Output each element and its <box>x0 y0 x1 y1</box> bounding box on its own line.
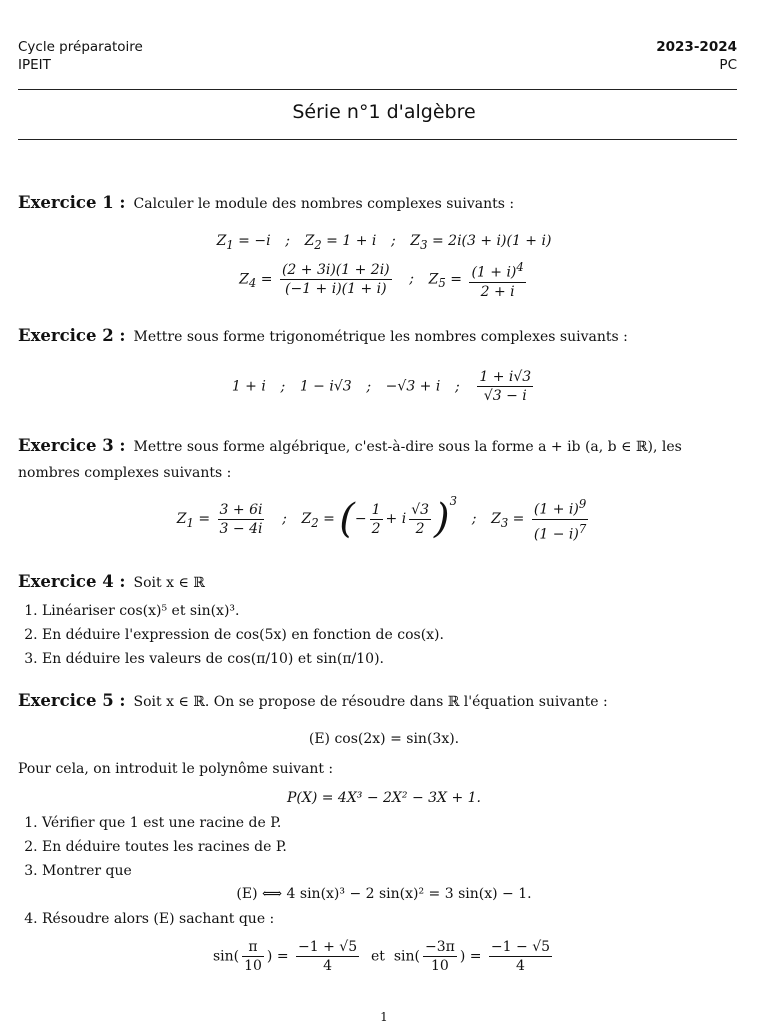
exercise-5-item: 1. Vérifier que 1 est une racine de P. <box>42 811 738 835</box>
exercise-1-formula-row1: $Z_1 = -i$ ; $Z_2 = 1 + i$ ; $Z_3 = 2i(3 + i)(1 + i)$ <box>216 233 552 252</box>
exercise-4-item: 2. En déduire l'expression de cos(5x) en fonction de cos(x). <box>42 623 738 647</box>
exercise-5-item: 4. Résoudre alors (E) sachant que : <box>42 907 738 931</box>
exercise-4-item: 3. En déduire les valeurs de cos(π/10) et sin(π/10). <box>42 647 738 671</box>
exercise-5-text: Soit x ∈ ℝ. On se propose de résoudre dans ℝ l'équation suivante : <box>133 694 608 710</box>
exercise-4-label: Exercice 4 : <box>18 572 126 591</box>
exercise-5-given-values: sin( $\frac{\pi}{10}$ ) = $\frac{-1 + √5}{4}$ et sin( $\frac{-3\pi}{10}$ ) = $\frac{-1 - √5}{4}$ <box>212 939 551 974</box>
exercise-4-item: 1. Linéariser cos(x)⁵ et sin(x)³. <box>42 599 738 623</box>
exercise-5 <box>18 688 738 715</box>
header-right <box>656 38 737 74</box>
header-cycle: Cycle préparatoire <box>18 39 143 55</box>
exercise-2-text: Mettre sous forme trigonométrique les nombres complexes suivants : <box>133 329 628 345</box>
exercise-1-formula-row2: $Z_4$ = $\frac{(2 + 3i)(1 + 2i)}{(-1 + i)(1 + i)}$ ; $Z_5$ = $\frac{(1 + i)^4}{2 + i}$ <box>239 260 524 300</box>
top-rule <box>18 89 737 90</box>
exercise-5-intro: Pour cela, on introduit le polynôme suivant : <box>18 761 334 777</box>
exercise-4-text: Soit x ∈ ℝ <box>133 575 205 591</box>
header-school: IPEIT <box>18 57 51 73</box>
exercise-3-text: Mettre sous forme algébrique, c'est-à-dire sous la forme a + ib (a, b ∈ ℝ), les nombres complexes suivants : <box>18 439 682 481</box>
exercise-3 <box>18 433 738 486</box>
exercise-5-item: 3. Montrer que <box>42 859 738 883</box>
exercise-5-item: 2. En déduire toutes les racines de P. <box>42 835 738 859</box>
header-section: PC <box>719 57 737 73</box>
page-number: 1 <box>380 1010 388 1024</box>
exercise-1-label: Exercice 1 : <box>18 193 126 212</box>
exercise-5-equivalence: (E) ⟺ 4 sin(x)³ − 2 sin(x)² = 3 sin(x) − 1. <box>236 886 532 902</box>
exercise-1 <box>18 190 738 217</box>
exercise-5-equation: (E) cos(2x) = sin(3x). <box>308 731 460 747</box>
page-title: Série n°1 d'algèbre <box>292 101 476 123</box>
exercise-5-list <box>18 811 738 931</box>
exercise-5-polynomial: P(X) = 4X³ − 2X² − 3X + 1. <box>286 790 482 806</box>
header-left <box>18 38 143 74</box>
exercise-4-list <box>18 599 738 671</box>
exercise-2-formulas: 1 + i ; 1 − i√3 ; −√3 + i ; $\frac{1 + i√3}{√3 - i}$ <box>231 369 532 404</box>
exercise-1-text: Calculer le module des nombres complexes suivants : <box>133 196 515 212</box>
exercise-5-label: Exercice 5 : <box>18 691 126 710</box>
title-rule <box>18 139 737 140</box>
exercise-2-label: Exercice 2 : <box>18 326 126 345</box>
exercise-2 <box>18 323 738 350</box>
exercise-3-formulas: $Z_1$ = $\frac{3 + 6i}{3 - 4i}$ ; $Z_2$ = (− $\frac{1}{2}$ + i $\frac{√3}{2}$ )$^3$; $Z_3$ = $\frac{(1 + i)^9}{(1 - i)^7}$ <box>176 494 587 543</box>
header-year: 2023-2024 <box>656 39 737 55</box>
exercise-4 <box>18 569 738 596</box>
exercise-3-label: Exercice 3 : <box>18 436 126 455</box>
